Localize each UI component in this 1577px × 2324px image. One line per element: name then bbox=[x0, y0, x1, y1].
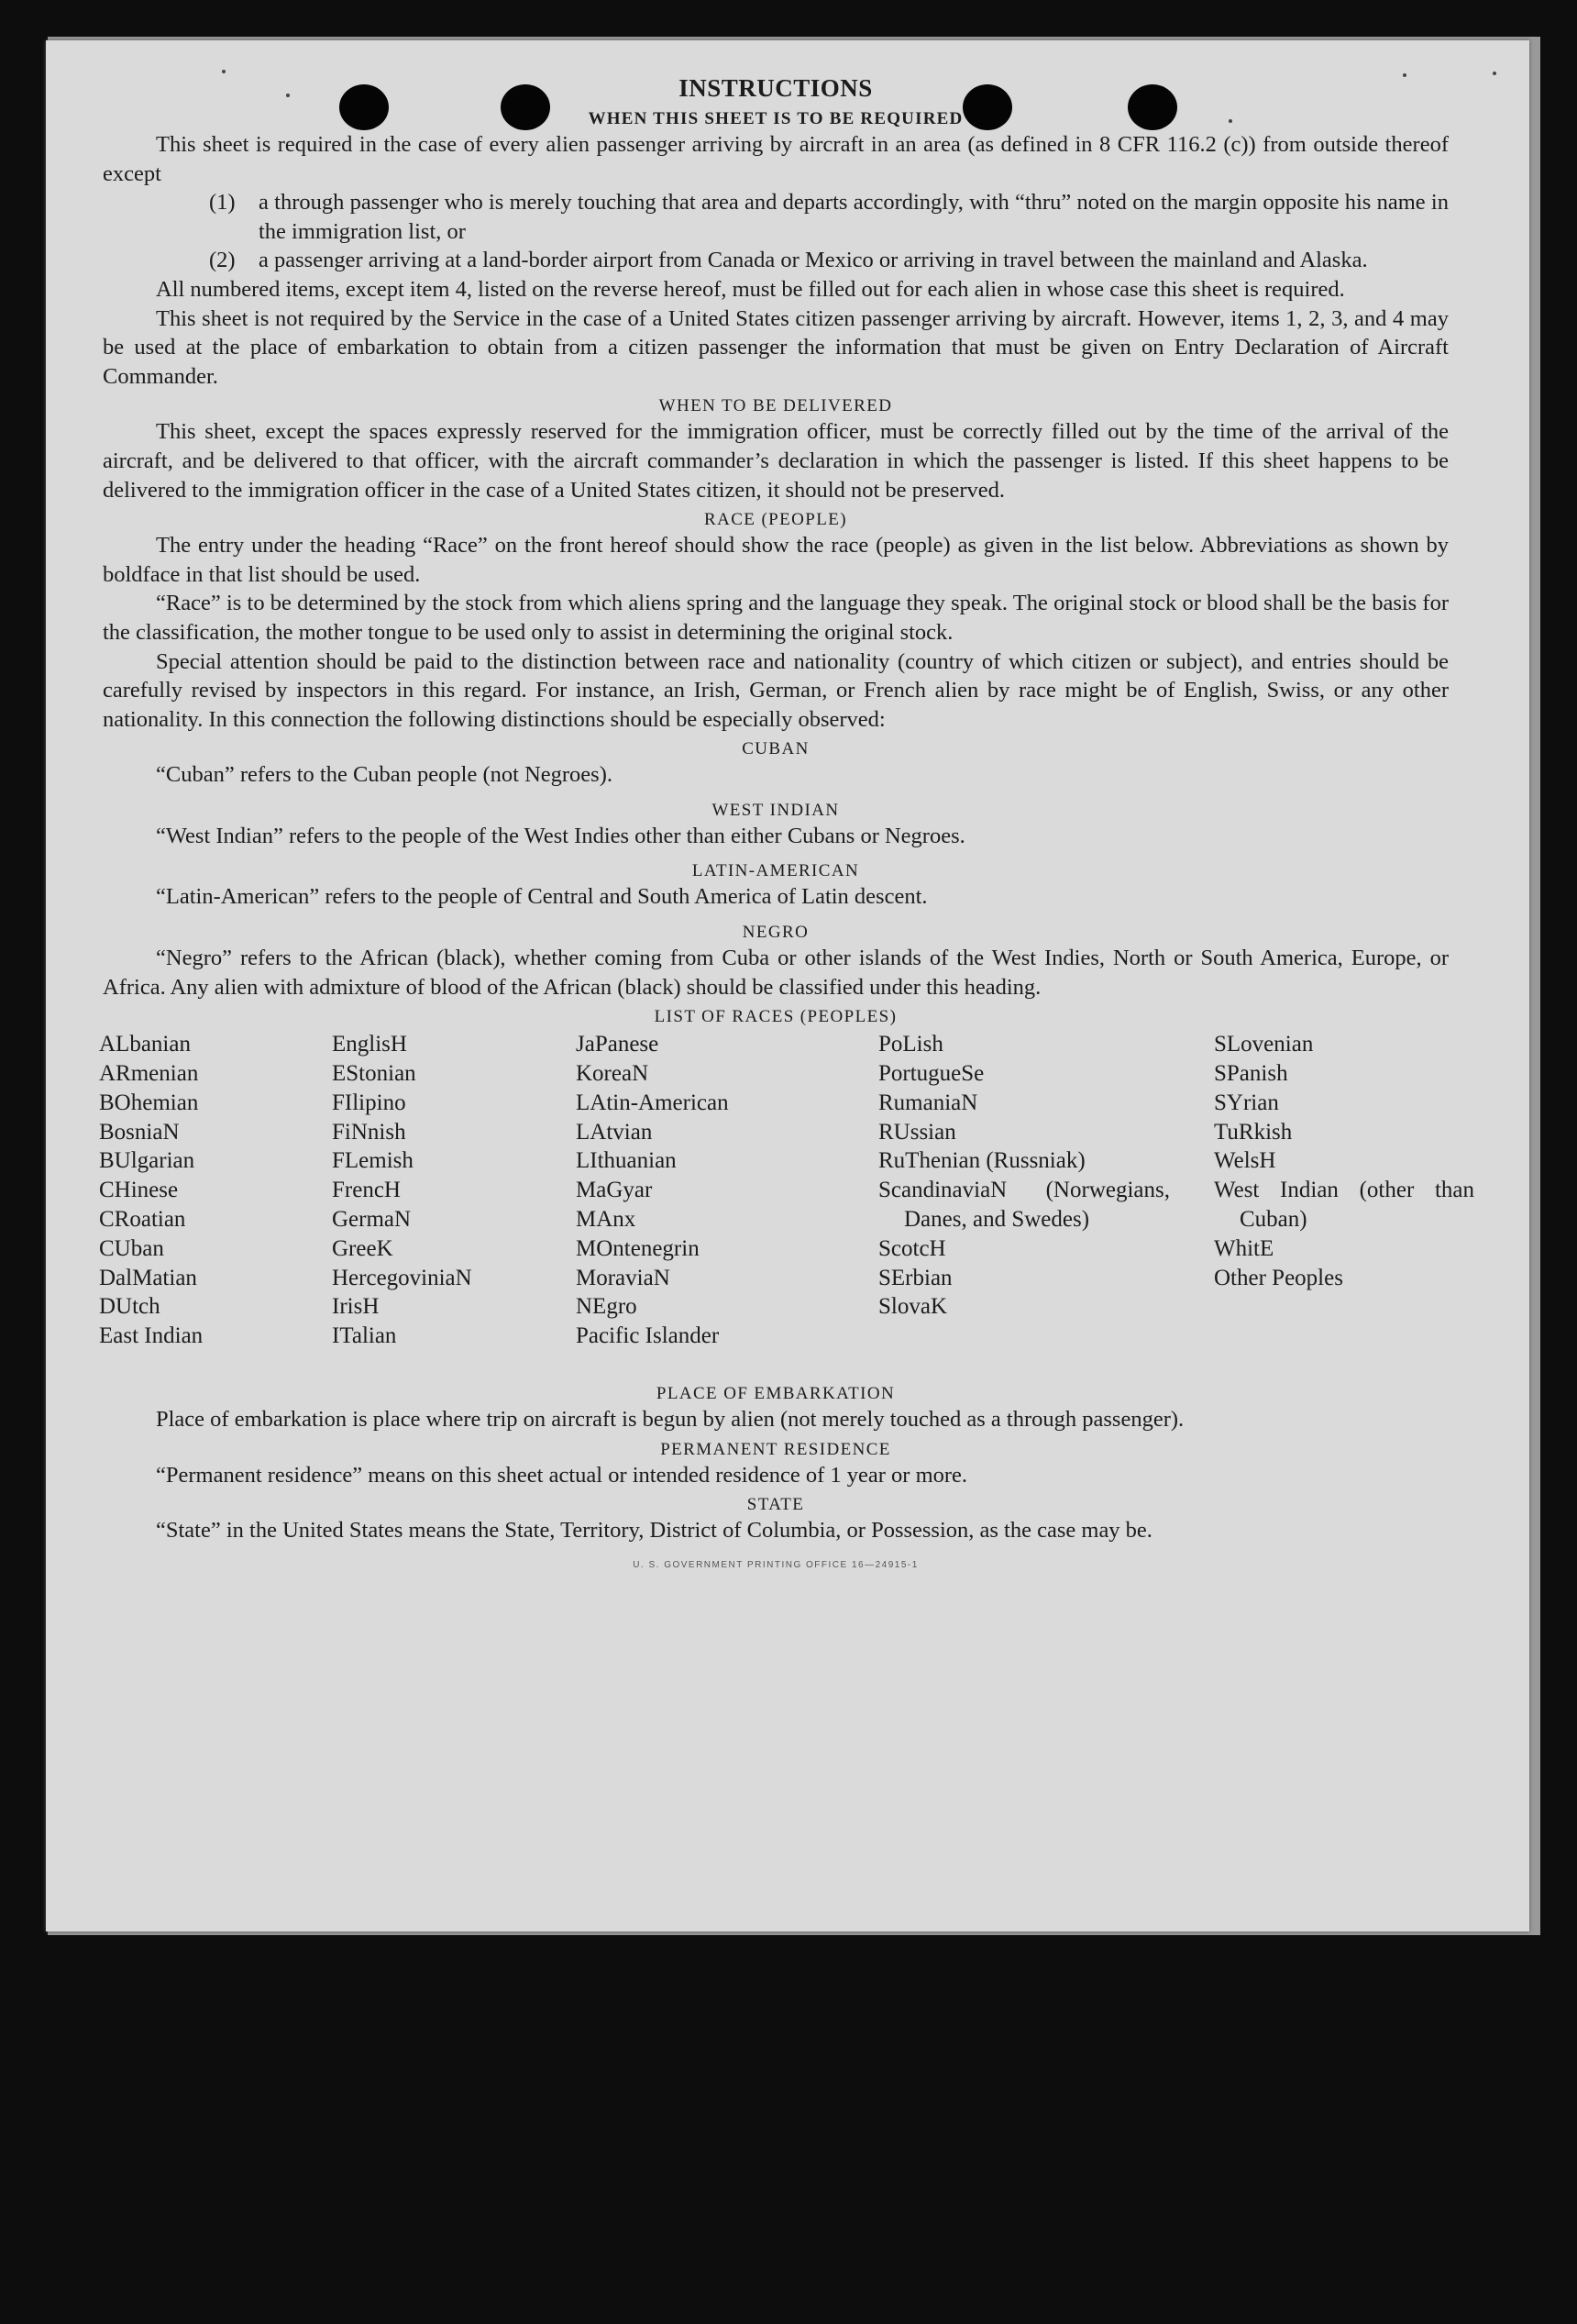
item-number: (2) bbox=[209, 248, 236, 273]
race-entry: DUtch bbox=[99, 1294, 160, 1320]
race-entry: LAtvian bbox=[576, 1119, 653, 1145]
speck bbox=[1493, 72, 1496, 75]
race-entry: DalMatian bbox=[99, 1265, 197, 1290]
paragraph: “State” in the United States means the State, Territory, District of Columbia, or Possession, as the case may be. bbox=[156, 1518, 1152, 1544]
race-entry: NEgro bbox=[576, 1294, 637, 1320]
race-entry: WhitE bbox=[1214, 1235, 1274, 1261]
section-heading: PERMANENT RESIDENCE bbox=[660, 1439, 891, 1459]
paragraph: This sheet is required in the case of every alien passenger arriving by aircraft in an area (as defined in 8 CFR 116.2 (c)) from outside thereof except bbox=[103, 132, 1449, 186]
item-text: a passenger arriving at a land-border airport from Canada or Mexico or arriving in travel between the mainland and Alaska. bbox=[259, 248, 1368, 273]
paragraph: The entry under the heading “Race” on the front hereof should show the race (people) as given in the list below. Abbreviations as shown by boldface in that list should be used. bbox=[103, 533, 1449, 587]
race-entry: MaGyar bbox=[576, 1178, 653, 1203]
races-column bbox=[1214, 1030, 1474, 1292]
race-entry: IrisH bbox=[332, 1294, 380, 1320]
race-entry: EnglisH bbox=[332, 1032, 407, 1057]
races-column bbox=[878, 1030, 1170, 1322]
race-entry: SlovaK bbox=[878, 1294, 947, 1320]
race-entry: MAnx bbox=[576, 1207, 636, 1233]
paragraph: This sheet, except the spaces expressly reserved for the immigration officer, must be correctly filled out by the time of the arrival of the aircraft, and be delivered to that officer, with the aircraft commander’s declaration in which the passenger is listed. If this sheet happens to be delivered to the immigration officer in the case of a United States citizen, it should not be preserved. bbox=[103, 419, 1449, 503]
race-entry: FLemish bbox=[332, 1148, 414, 1174]
race-entry: FIlipino bbox=[332, 1090, 406, 1115]
race-entry: PoLish bbox=[878, 1032, 943, 1057]
item-text: a through passenger who is merely touching that area and departs accordingly, with “thru” noted on the margin opposite his name in the immigration list, or bbox=[259, 190, 1449, 244]
race-entry: ScandinaviaN (Norwegians, Danes, and Swedes) bbox=[878, 1178, 1170, 1233]
section-heading: PLACE OF EMBARKATION bbox=[656, 1384, 896, 1404]
race-entry: LIthuanian bbox=[576, 1148, 677, 1174]
race-entry: East Indian bbox=[99, 1323, 204, 1349]
races-column bbox=[332, 1030, 570, 1351]
race-entry: TuRkish bbox=[1214, 1119, 1293, 1145]
race-entry: JaPanese bbox=[576, 1032, 659, 1057]
section-heading: WHEN THIS SHEET IS TO BE REQUIRED bbox=[588, 109, 964, 128]
list-item bbox=[103, 188, 1449, 246]
paragraph: “West Indian” refers to the people of the West Indies other than either Cubans or Negroes. bbox=[156, 823, 965, 848]
page-title: INSTRUCTIONS bbox=[678, 74, 873, 102]
race-entry: GermaN bbox=[332, 1207, 412, 1233]
paragraph: Place of embarkation is place where trip on aircraft is begun by alien (not merely touched as a through passenger). bbox=[156, 1407, 1185, 1433]
paragraph: “Race” is to be determined by the stock from which aliens spring and the language they speak. The original stock or blood shall be the basis for the classification, the mother tongue to be used only to assist in determining the original stock. bbox=[103, 591, 1449, 645]
instructions-content bbox=[99, 73, 1474, 1580]
races-list bbox=[99, 1030, 1474, 1378]
list-item bbox=[103, 246, 1449, 275]
race-entry: CHinese bbox=[99, 1178, 179, 1203]
race-entry: CRoatian bbox=[99, 1207, 186, 1233]
race-entry: SErbian bbox=[878, 1265, 953, 1290]
paragraph: “Cuban” refers to the Cuban people (not Negroes). bbox=[156, 762, 612, 788]
item-number: (1) bbox=[209, 190, 236, 216]
race-entry: EStonian bbox=[332, 1061, 416, 1087]
section-heading: LATIN-AMERICAN bbox=[691, 861, 860, 881]
race-entry: CUban bbox=[99, 1235, 164, 1261]
race-entry: ARmenian bbox=[99, 1061, 199, 1087]
race-entry: SLovenian bbox=[1214, 1032, 1314, 1057]
race-entry: SYrian bbox=[1214, 1090, 1279, 1115]
race-entry: PortugueSe bbox=[878, 1061, 985, 1087]
race-entry: RUssian bbox=[878, 1119, 956, 1145]
race-entry: LAtin-American bbox=[576, 1090, 729, 1115]
race-entry: West Indian (other than Cuban) bbox=[1214, 1178, 1474, 1233]
section-heading: WHEN TO BE DELIVERED bbox=[658, 396, 893, 416]
section-heading: LIST OF RACES (PEOPLES) bbox=[654, 1007, 898, 1027]
race-entry: BUlgarian bbox=[99, 1148, 195, 1174]
races-column bbox=[576, 1030, 823, 1351]
paragraph: “Negro” refers to the African (black), whether coming from Cuba or other islands of the West Indies, North or South America, Europe, or Africa. Any alien with admixture of blood of the African (black) should be classified under this heading. bbox=[103, 946, 1449, 1000]
race-entry: RumaniaN bbox=[878, 1090, 978, 1115]
section-heading: CUBAN bbox=[742, 739, 810, 759]
race-entry: BOhemian bbox=[99, 1090, 199, 1115]
paragraph: “Permanent residence” means on this sheet actual or intended residence of 1 year or more. bbox=[156, 1462, 968, 1488]
section-heading: RACE (PEOPLE) bbox=[704, 510, 847, 530]
race-entry: HercegoviniaN bbox=[332, 1265, 472, 1290]
section-heading: STATE bbox=[746, 1495, 805, 1515]
race-entry: BosniaN bbox=[99, 1119, 180, 1145]
paragraph: Special attention should be paid to the distinction between race and nationality (country of which citizen or subject), and entries should be carefully revised by inspectors in this regard. For instance, an Irish, German, or French alien by race might be of English, Swiss, or any other nationality. In this connection the following distinctions should be especially observed: bbox=[103, 648, 1449, 732]
race-entry: RuThenian (Russniak) bbox=[878, 1148, 1086, 1174]
race-entry: WelsH bbox=[1214, 1148, 1276, 1174]
races-column bbox=[99, 1030, 319, 1351]
paragraph: This sheet is not required by the Service in the case of a United States citizen passenger arriving by aircraft. However, items 1, 2, 3, and 4 may be used at the place of embarkation to obtain from a citizen passenger the information that must be given on Entry Declaration of Aircraft Commander. bbox=[103, 305, 1449, 389]
race-entry: ITalian bbox=[332, 1323, 397, 1349]
race-entry: Pacific Islander bbox=[576, 1323, 720, 1349]
section-heading: WEST INDIAN bbox=[711, 800, 840, 820]
race-entry: KoreaN bbox=[576, 1061, 649, 1087]
race-entry: Other Peoples bbox=[1214, 1265, 1343, 1290]
section-heading: NEGRO bbox=[742, 923, 810, 943]
race-entry: GreeK bbox=[332, 1235, 393, 1261]
race-entry: MoraviaN bbox=[576, 1265, 670, 1290]
race-entry: SPanish bbox=[1214, 1061, 1288, 1087]
printer-imprint: U. S. GOVERNMENT PRINTING OFFICE 16—24915-1 bbox=[633, 1560, 919, 1571]
race-entry: ScotcH bbox=[878, 1235, 946, 1261]
paragraph: All numbered items, except item 4, listed on the reverse hereof, must be filled out for each alien in whose case this sheet is required. bbox=[156, 276, 1345, 302]
race-entry: FiNnish bbox=[332, 1119, 406, 1145]
race-entry: MOntenegrin bbox=[576, 1235, 700, 1261]
paragraph: “Latin-American” refers to the people of Central and South America of Latin descent. bbox=[156, 884, 928, 910]
race-entry: ALbanian bbox=[99, 1032, 191, 1057]
race-entry: FrencH bbox=[332, 1178, 401, 1203]
